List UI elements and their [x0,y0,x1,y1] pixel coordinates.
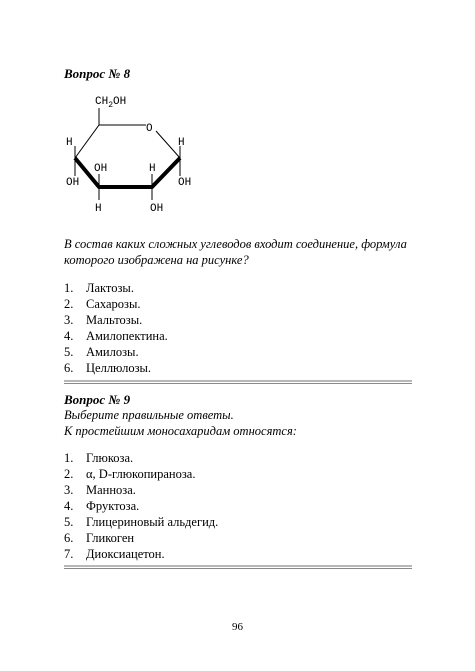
h-left-label: H [66,137,73,149]
list-item: 2. Сахарозы. [64,297,141,311]
list-item: 6. Целлюлозы. [64,361,152,375]
ch2oh-label: $CH_2OH$ [95,96,127,110]
list-item: 3. Мальтозы. [64,313,143,327]
list-item: 4. Амилопектина. [64,329,168,343]
question-9-text-line-1: Выберите правильные ответы. [64,408,234,422]
question-8-text-line-1: В состав каких сложных углеводов входит соединение, формула [64,237,407,251]
list-item: 1. Глюкоза. [64,451,134,465]
list-item: 3. Манноза. [64,483,136,497]
list-item: 1. Лактозы. [64,281,134,295]
question-9-answer-list [64,450,218,562]
glucopyranose-structure [60,88,210,218]
oh-right-label: OH [178,177,192,189]
list-item: 6. Гликоген [64,531,135,545]
question-9-title: Вопрос № 9 [64,392,131,407]
oh-inner-label: OH [94,163,108,175]
list-item: 4. Фруктоза. [64,499,140,513]
question-8-text-line-2: которого изображена на рисунке? [64,253,249,267]
h-inner-label: H [149,163,156,175]
oh-bottom-label: OH [150,203,164,215]
question-8-answer-list [64,280,168,376]
list-item: 2. α, D-глюкопираноза. [64,467,196,481]
h-bottom-label: H [95,203,102,215]
bond-o-c1 [156,131,180,158]
h-right-label: H [178,137,185,149]
page-number: 96 [232,621,243,633]
question-9-text-line-2: К простейшим моносахаридам относятся: [64,424,297,438]
question-8-title: Вопрос № 8 [64,66,131,81]
section-divider [64,565,412,568]
bond-c5-c4 [75,125,99,158]
list-item: 5. Глицериновый альдегид. [64,515,219,529]
ring-front-edge [75,158,180,187]
section-divider [64,380,412,383]
oh-left-label: OH [66,177,80,189]
list-item: 5. Амилозы. [64,345,139,359]
ring-oxygen-label: O [146,123,153,135]
list-item: 7. Диоксиацетон. [64,547,165,561]
